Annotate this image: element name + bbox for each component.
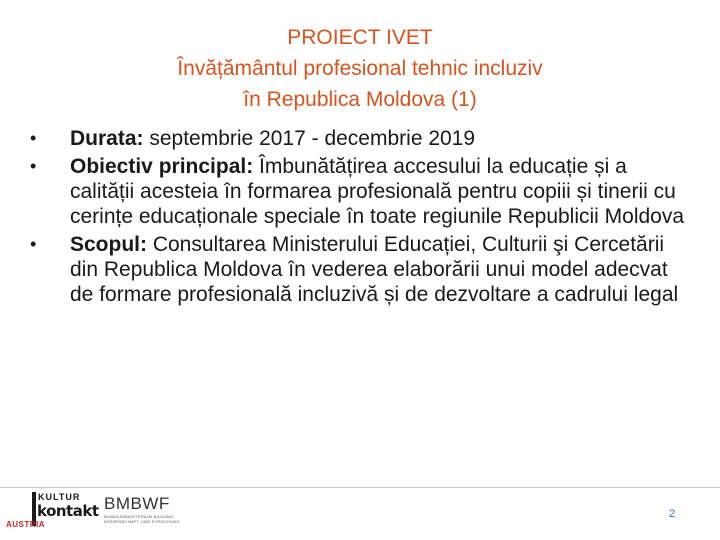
kulturkontakt-logo-country: AUSTRIA [6, 520, 46, 529]
bullet-text-obiectiv: Îmbunătățirea accesului la educație și a calității acesteia în formarea profesională pentru copiii și tinerii cu cerințe educaționale speciale în toate regiunile Republicii Moldova [70, 155, 685, 228]
bullet-key-obiectiv: Obiectiv principal: [70, 155, 254, 178]
footer-divider [0, 487, 720, 488]
kulturkontakt-logo-top: KULTUR [38, 492, 81, 502]
bullet-marker: • [30, 128, 37, 148]
bullet-marker: • [30, 156, 37, 176]
kulturkontakt-logo [4, 490, 99, 534]
bullet-key-scopul: Scopul: [70, 233, 147, 256]
bullet-key-durata: Durata: [70, 127, 144, 150]
bmbwf-logo-subtitle: BUNDESMINISTERIUM BILDUNG, WISSENSCHAFT UND FORSCHUNG [104, 514, 181, 524]
title-line-3: în Republica Moldova (1) [243, 88, 477, 111]
title-line-1: PROIECT IVET [287, 26, 433, 49]
bmbwf-logo [104, 494, 200, 536]
bullet-marker: • [30, 234, 37, 254]
bullet-obiectiv [28, 154, 688, 229]
bullet-durata [28, 126, 688, 151]
bmbwf-logo-name: BMBWF [104, 494, 170, 513]
bullet-list [28, 126, 688, 310]
slide-title [0, 22, 720, 115]
kulturkontakt-logo-main: kontakt [37, 502, 99, 520]
bullet-text-scopul: Consultarea Ministerului Educației, Culturii şi Cercetării din Republica Moldova în vederea elaborării unui model adecvat de formare profesională incluzivă și de dezvoltare a cadrului legal [70, 233, 679, 306]
page-number: 2 [668, 508, 676, 520]
bullet-text-durata: septembrie 2017 - decembrie 2019 [143, 127, 476, 150]
title-line-2: Învățământul profesional tehnic incluziv [177, 57, 543, 80]
bullet-scopul [28, 232, 688, 307]
